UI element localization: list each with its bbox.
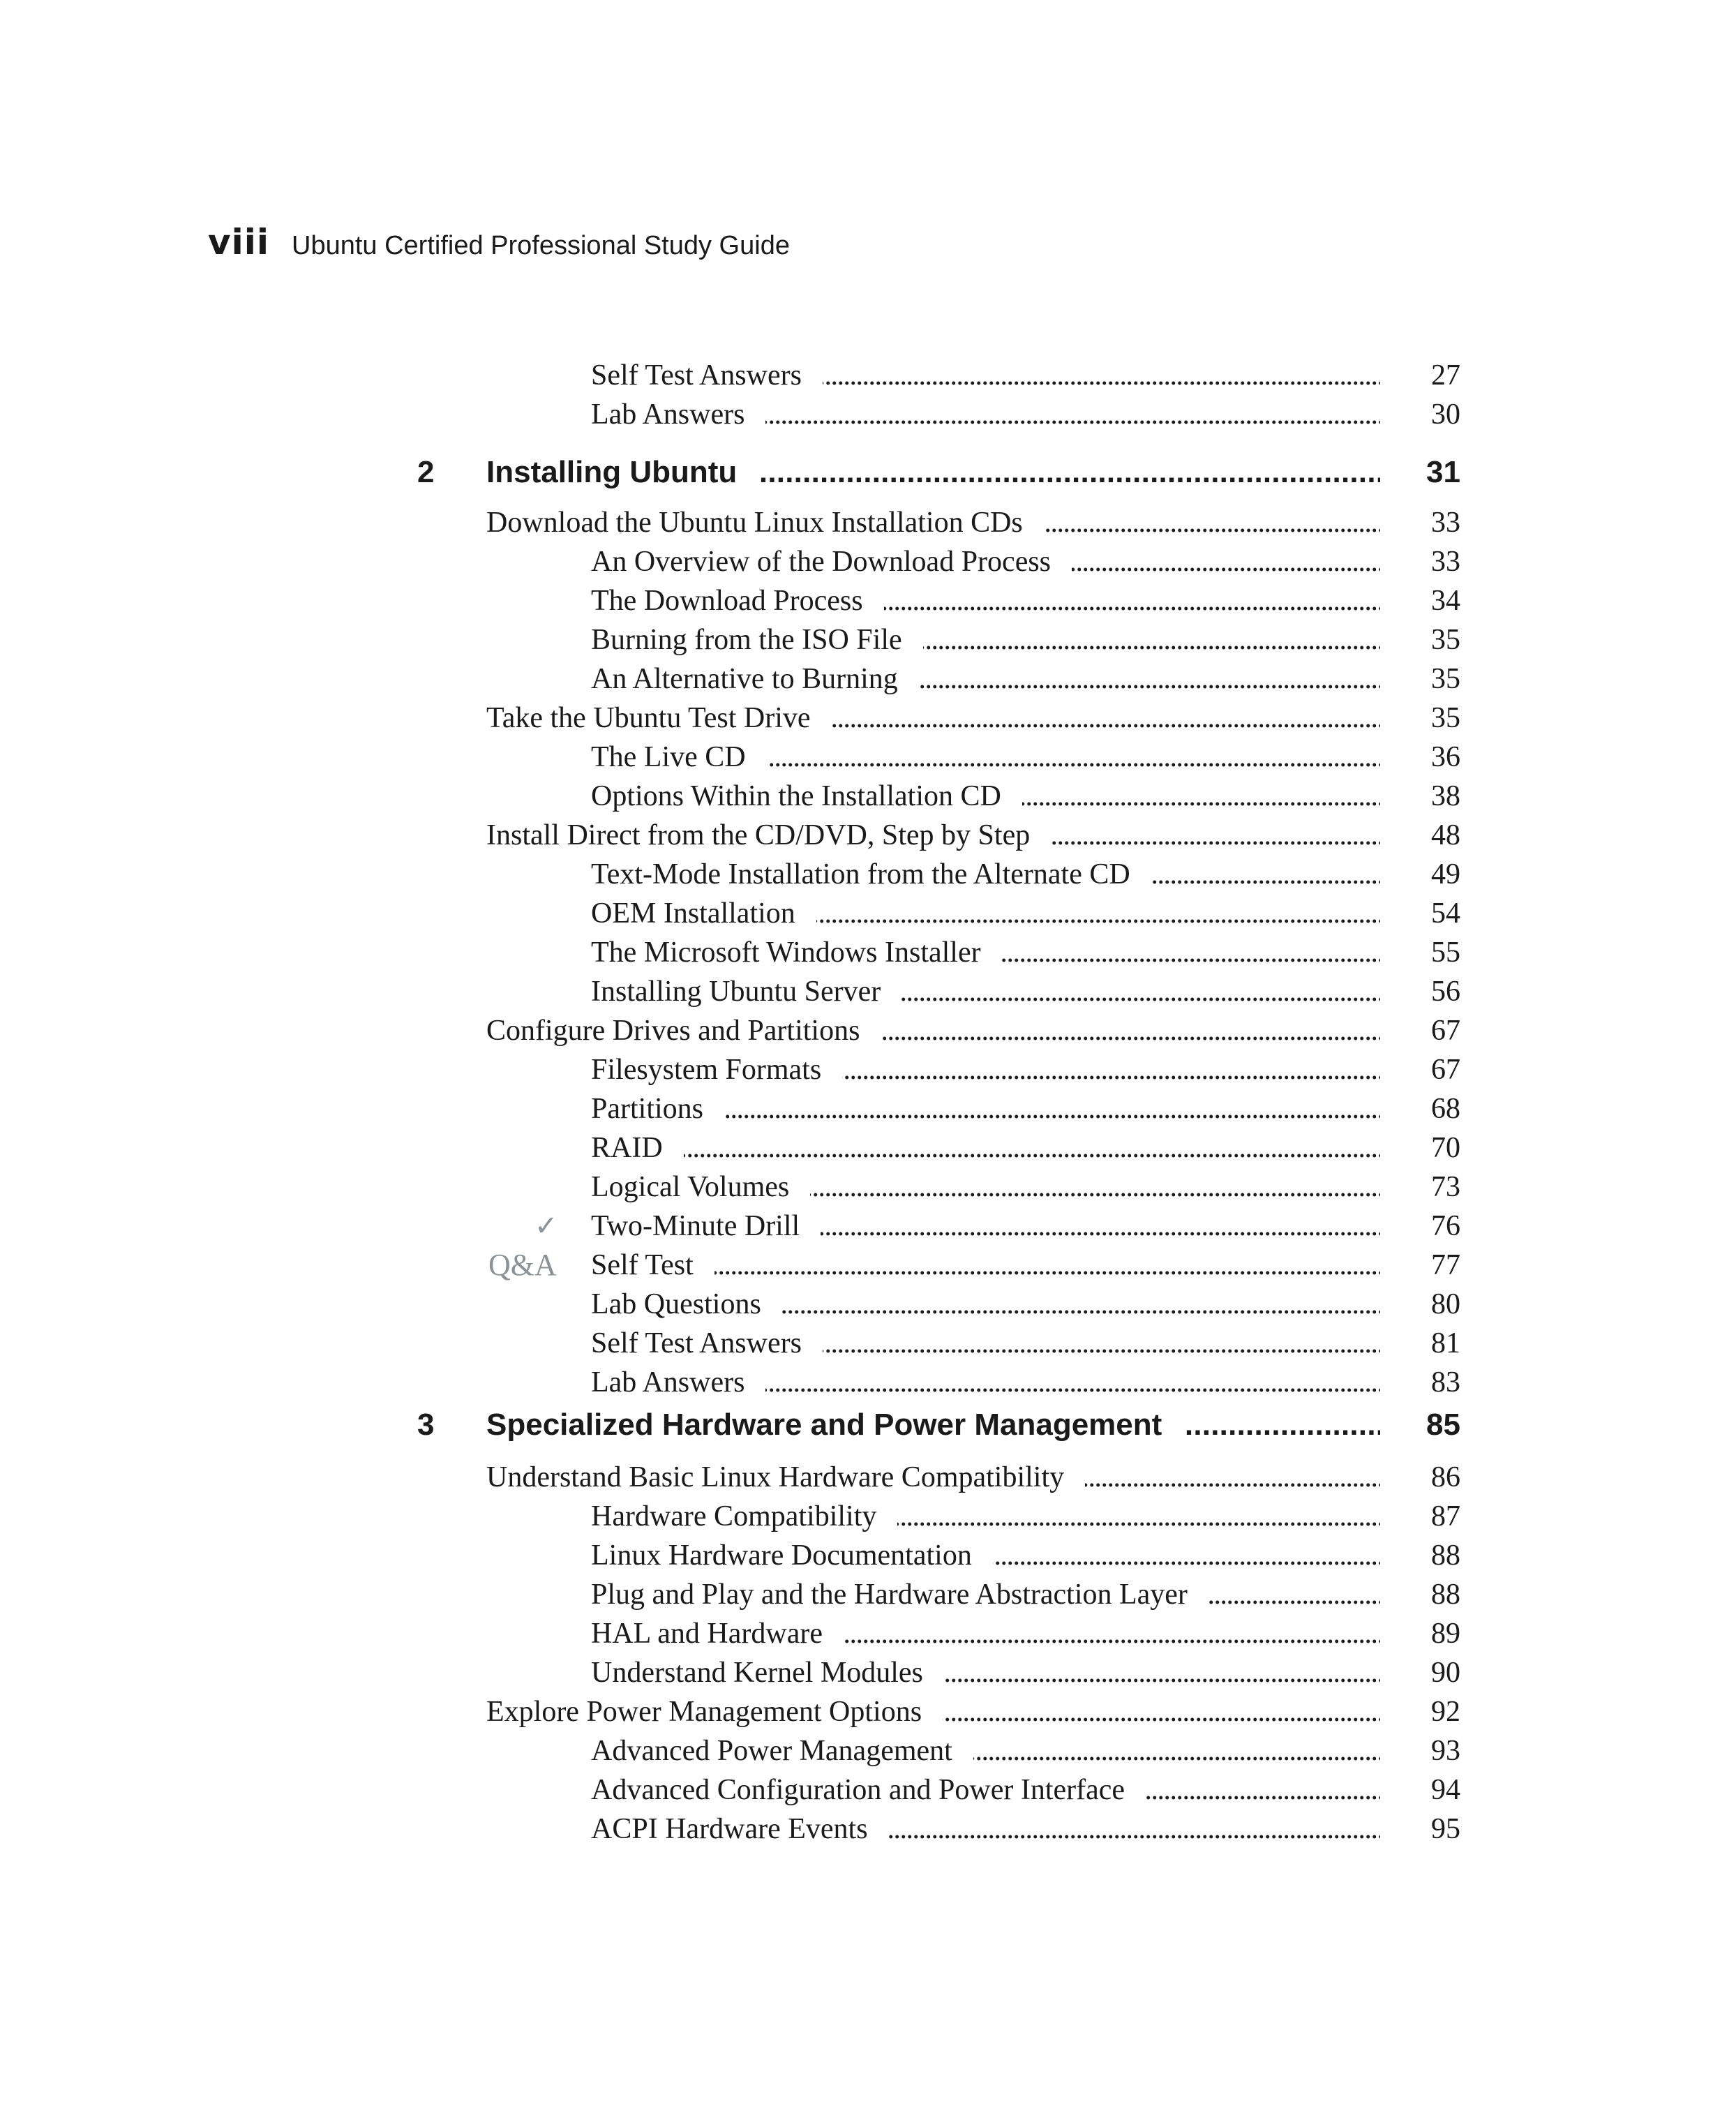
toc-entry[interactable] [0, 933, 1736, 972]
toc-page-number: 48 [1431, 819, 1460, 851]
toc-page-number: 34 [1431, 585, 1460, 617]
toc-page-number: 86 [1431, 1461, 1460, 1493]
toc-entry-title: Lab Questions [591, 1288, 761, 1320]
toc-entry-title-row [591, 581, 1380, 620]
toc-page-number: 35 [1431, 624, 1460, 656]
toc-entry-title: Plug and Play and the Hardware Abstraction Layer [591, 1579, 1188, 1611]
toc-entry[interactable] [0, 816, 1736, 855]
dot-leader [881, 1011, 1380, 1050]
toc-entry[interactable] [0, 855, 1736, 894]
dot-leader [1051, 816, 1380, 855]
toc-entry-title-row [486, 1403, 1380, 1447]
toc-entry-title: The Download Process [591, 585, 863, 617]
chapter-number: 2 [417, 455, 435, 489]
toc-entry[interactable] [0, 1207, 1736, 1246]
toc-page-number: 35 [1431, 702, 1460, 734]
toc-entry-title-row [486, 1011, 1380, 1050]
toc-page-number: 94 [1431, 1774, 1460, 1806]
dot-leader [919, 659, 1380, 699]
toc-entry-title-row [591, 1285, 1380, 1324]
toc-entry[interactable] [0, 659, 1736, 699]
dot-leader [993, 1536, 1380, 1575]
toc-page-number: 73 [1431, 1171, 1460, 1203]
dot-leader [767, 738, 1380, 777]
toc-page-number: 76 [1431, 1210, 1460, 1242]
qa-label: Q&A [488, 1248, 557, 1282]
toc-entry-title-row [591, 1614, 1380, 1653]
dot-leader [816, 894, 1380, 933]
toc-entry-title: Understand Basic Linux Hardware Compatibility [486, 1461, 1065, 1493]
toc-entry-title: An Overview of the Download Process [591, 546, 1052, 578]
toc-entry-title-row [591, 1128, 1380, 1168]
toc-page-number: 90 [1431, 1657, 1460, 1689]
toc-entry[interactable] [0, 1810, 1736, 1849]
toc-entry-title-row [486, 503, 1380, 542]
toc-entry[interactable] [0, 1168, 1736, 1207]
toc-page-number: 88 [1431, 1539, 1460, 1572]
toc-entry-title-row [591, 777, 1380, 816]
toc-entry[interactable] [0, 777, 1736, 816]
toc-entry[interactable] [0, 972, 1736, 1011]
toc-entry[interactable] [0, 1050, 1736, 1089]
toc-entry[interactable] [0, 699, 1736, 738]
toc-page-number: 33 [1431, 546, 1460, 578]
toc-entry-title: Self Test [591, 1249, 694, 1281]
dot-leader [1022, 777, 1380, 816]
toc-entry[interactable] [0, 1128, 1736, 1168]
toc-entry-title: Installing Ubuntu Server [591, 976, 881, 1008]
toc-entry-title: An Alternative to Burning [591, 663, 898, 695]
toc-entry-title-row [591, 1731, 1380, 1770]
toc-entry-title: Hardware Compatibility [591, 1500, 877, 1532]
toc-entry-title-row [591, 1653, 1380, 1692]
book-title: Ubuntu Certified Professional Study Guide [292, 231, 790, 260]
toc-entry-title: ACPI Hardware Events [591, 1813, 868, 1845]
toc-entry-title: The Live CD [591, 741, 746, 773]
toc-page-number: 70 [1431, 1132, 1460, 1164]
dot-leader [782, 1285, 1380, 1324]
toc-page-number: 85 [1426, 1408, 1460, 1442]
toc-entry-title: Burning from the ISO File [591, 624, 902, 656]
toc-entry[interactable] [0, 1324, 1736, 1363]
toc-page-number: 30 [1431, 398, 1460, 431]
toc-entry-title: Filesystem Formats [591, 1054, 822, 1086]
toc-entry-title: Take the Ubuntu Test Drive [486, 702, 811, 734]
toc-page-number: 87 [1431, 1500, 1460, 1532]
toc-page-number: 38 [1431, 780, 1460, 812]
toc-entry[interactable] [0, 1089, 1736, 1128]
toc-entry-title-row [591, 659, 1380, 699]
dot-leader [889, 1810, 1380, 1849]
toc-entry-title-row [591, 1575, 1380, 1614]
toc-entry-title-row [591, 395, 1380, 434]
toc-page-number: 49 [1431, 858, 1460, 890]
toc-entry-title-row [591, 1536, 1380, 1575]
page-folio: viii [208, 222, 270, 262]
toc-entry-title-row [591, 972, 1380, 1011]
toc-entry[interactable] [0, 503, 1736, 542]
toc-entry[interactable] [0, 1363, 1736, 1402]
toc-entry-title: OEM Installation [591, 897, 795, 930]
toc-entry-title-row [591, 1497, 1380, 1536]
toc-entry[interactable] [0, 1458, 1736, 1497]
toc-entry-title-row [591, 1770, 1380, 1810]
toc-entry[interactable] [0, 1614, 1736, 1653]
toc-entry-title: HAL and Hardware [591, 1618, 823, 1650]
dot-leader [714, 1246, 1380, 1285]
dot-leader [765, 1363, 1380, 1402]
dot-leader [842, 1050, 1380, 1089]
dot-leader [1146, 1770, 1380, 1810]
toc-page-number: 68 [1431, 1093, 1460, 1125]
dot-leader [758, 450, 1380, 495]
toc-entry-title-row [591, 1050, 1380, 1089]
toc-entry-title-row [591, 1207, 1380, 1246]
toc-entry[interactable] [0, 1575, 1736, 1614]
toc-entry[interactable] [0, 1246, 1736, 1285]
toc-entry-title: Install Direct from the CD/DVD, Step by Step [486, 819, 1031, 851]
toc-entry[interactable] [0, 1536, 1736, 1575]
toc-entry-title-row [591, 356, 1380, 395]
toc-entry[interactable] [0, 1011, 1736, 1050]
toc-entry-title-row [591, 1246, 1380, 1285]
toc-entry-title: Understand Kernel Modules [591, 1657, 923, 1689]
dot-leader [832, 699, 1380, 738]
toc-page-number: 92 [1431, 1696, 1460, 1728]
toc-chapter-entry[interactable] [0, 450, 1736, 495]
toc-page-number: 83 [1431, 1366, 1460, 1398]
toc-entry-title-row [591, 1089, 1380, 1128]
toc-entry-title-row [591, 1810, 1380, 1849]
toc-entry-title: Specialized Hardware and Power Management [486, 1408, 1162, 1442]
dot-leader [901, 972, 1380, 1011]
toc-entry[interactable] [0, 1770, 1736, 1810]
toc-entry-title-row [486, 1692, 1380, 1731]
toc-entry-title: Explore Power Management Options [486, 1696, 922, 1728]
toc-entry-title-row [486, 816, 1380, 855]
toc-entry-title: Configure Drives and Partitions [486, 1015, 860, 1047]
dot-leader [897, 1497, 1380, 1536]
toc-page-number: 81 [1431, 1327, 1460, 1359]
chapter-number: 3 [417, 1408, 435, 1442]
toc-entry[interactable] [0, 1285, 1736, 1324]
toc-entry-title: Partitions [591, 1093, 704, 1125]
toc-entry[interactable] [0, 620, 1736, 659]
toc-entry[interactable] [0, 395, 1736, 434]
toc-entry-title: Advanced Configuration and Power Interface [591, 1774, 1125, 1806]
toc-entry-title: Two-Minute Drill [591, 1210, 800, 1242]
toc-entry-title: Download the Ubuntu Linux Installation CDs [486, 507, 1023, 539]
dot-leader [724, 1089, 1380, 1128]
toc-entry-title-row [486, 450, 1380, 495]
toc-entry-title: Logical Volumes [591, 1171, 790, 1203]
toc-entry-title-row [486, 1458, 1380, 1497]
toc-entry-title-row [591, 855, 1380, 894]
toc-entry-title-row [591, 738, 1380, 777]
toc-entry[interactable] [0, 542, 1736, 581]
toc-page-number: 56 [1431, 976, 1460, 1008]
toc-page-number: 89 [1431, 1618, 1460, 1650]
toc-page-number: 67 [1431, 1015, 1460, 1047]
toc-page-number: 27 [1431, 359, 1460, 391]
toc-chapter-entry[interactable] [0, 1403, 1736, 1447]
toc-entry-title-row [486, 699, 1380, 738]
toc-page-number: 93 [1431, 1735, 1460, 1767]
toc-entry-title: Options Within the Installation CD [591, 780, 1001, 812]
toc-entry-title: Installing Ubuntu [486, 455, 738, 489]
toc-entry-title: Linux Hardware Documentation [591, 1539, 972, 1572]
toc-entry[interactable] [0, 894, 1736, 933]
toc-entry-title-row [591, 894, 1380, 933]
toc-entry[interactable] [0, 1731, 1736, 1770]
toc-entry[interactable] [0, 356, 1736, 395]
toc-entry-title: The Microsoft Windows Installer [591, 937, 981, 969]
dot-leader [923, 620, 1380, 659]
toc-entry-title: Self Test Answers [591, 1327, 802, 1359]
toc-page-number: 77 [1431, 1249, 1460, 1281]
dot-leader [1151, 855, 1380, 894]
toc-entry-title-row [591, 1363, 1380, 1402]
dot-leader [1072, 542, 1380, 581]
toc-entry-title-row [591, 1168, 1380, 1207]
toc-page-number: 35 [1431, 663, 1460, 695]
toc-entry-title: Self Test Answers [591, 359, 802, 391]
dot-leader [823, 1324, 1380, 1363]
dot-leader [810, 1168, 1380, 1207]
dot-leader [823, 356, 1380, 395]
toc-page-number: 88 [1431, 1579, 1460, 1611]
toc-entry-title: Text-Mode Installation from the Alternate CD [591, 858, 1130, 890]
toc-entry-title: Lab Answers [591, 1366, 745, 1398]
toc-page-number: 54 [1431, 897, 1460, 930]
dot-leader [765, 395, 1380, 434]
toc-page-number: 95 [1431, 1813, 1460, 1845]
dot-leader [1209, 1575, 1380, 1614]
toc-page-number: 36 [1431, 741, 1460, 773]
dot-leader [684, 1128, 1380, 1168]
toc-entry-title: Lab Answers [591, 398, 745, 431]
toc-page-number: 33 [1431, 507, 1460, 539]
toc-entry-title-row [591, 542, 1380, 581]
toc-entry-title: RAID [591, 1132, 663, 1164]
toc-entry[interactable] [0, 581, 1736, 620]
toc-page-number: 31 [1426, 455, 1460, 489]
toc-page-number: 55 [1431, 937, 1460, 969]
dot-leader [973, 1731, 1380, 1770]
toc-entry[interactable] [0, 1692, 1736, 1731]
toc-entry-title-row [591, 933, 1380, 972]
dot-leader [943, 1692, 1380, 1731]
dot-leader [944, 1653, 1380, 1692]
toc-entry-title-row [591, 620, 1380, 659]
toc-entry[interactable] [0, 738, 1736, 777]
dot-leader [884, 581, 1380, 620]
dot-leader [1044, 503, 1380, 542]
toc-entry-title-row [591, 1324, 1380, 1363]
toc-entry-title: Advanced Power Management [591, 1735, 952, 1767]
dot-leader [844, 1614, 1380, 1653]
dot-leader [1183, 1403, 1380, 1447]
toc-page-number: 80 [1431, 1288, 1460, 1320]
dot-leader [1085, 1458, 1380, 1497]
checkmark-icon: ✓ [534, 1210, 558, 1242]
dot-leader [821, 1207, 1380, 1246]
toc-entry[interactable] [0, 1653, 1736, 1692]
dot-leader [1002, 933, 1380, 972]
toc-page-number: 67 [1431, 1054, 1460, 1086]
toc-entry[interactable] [0, 1497, 1736, 1536]
